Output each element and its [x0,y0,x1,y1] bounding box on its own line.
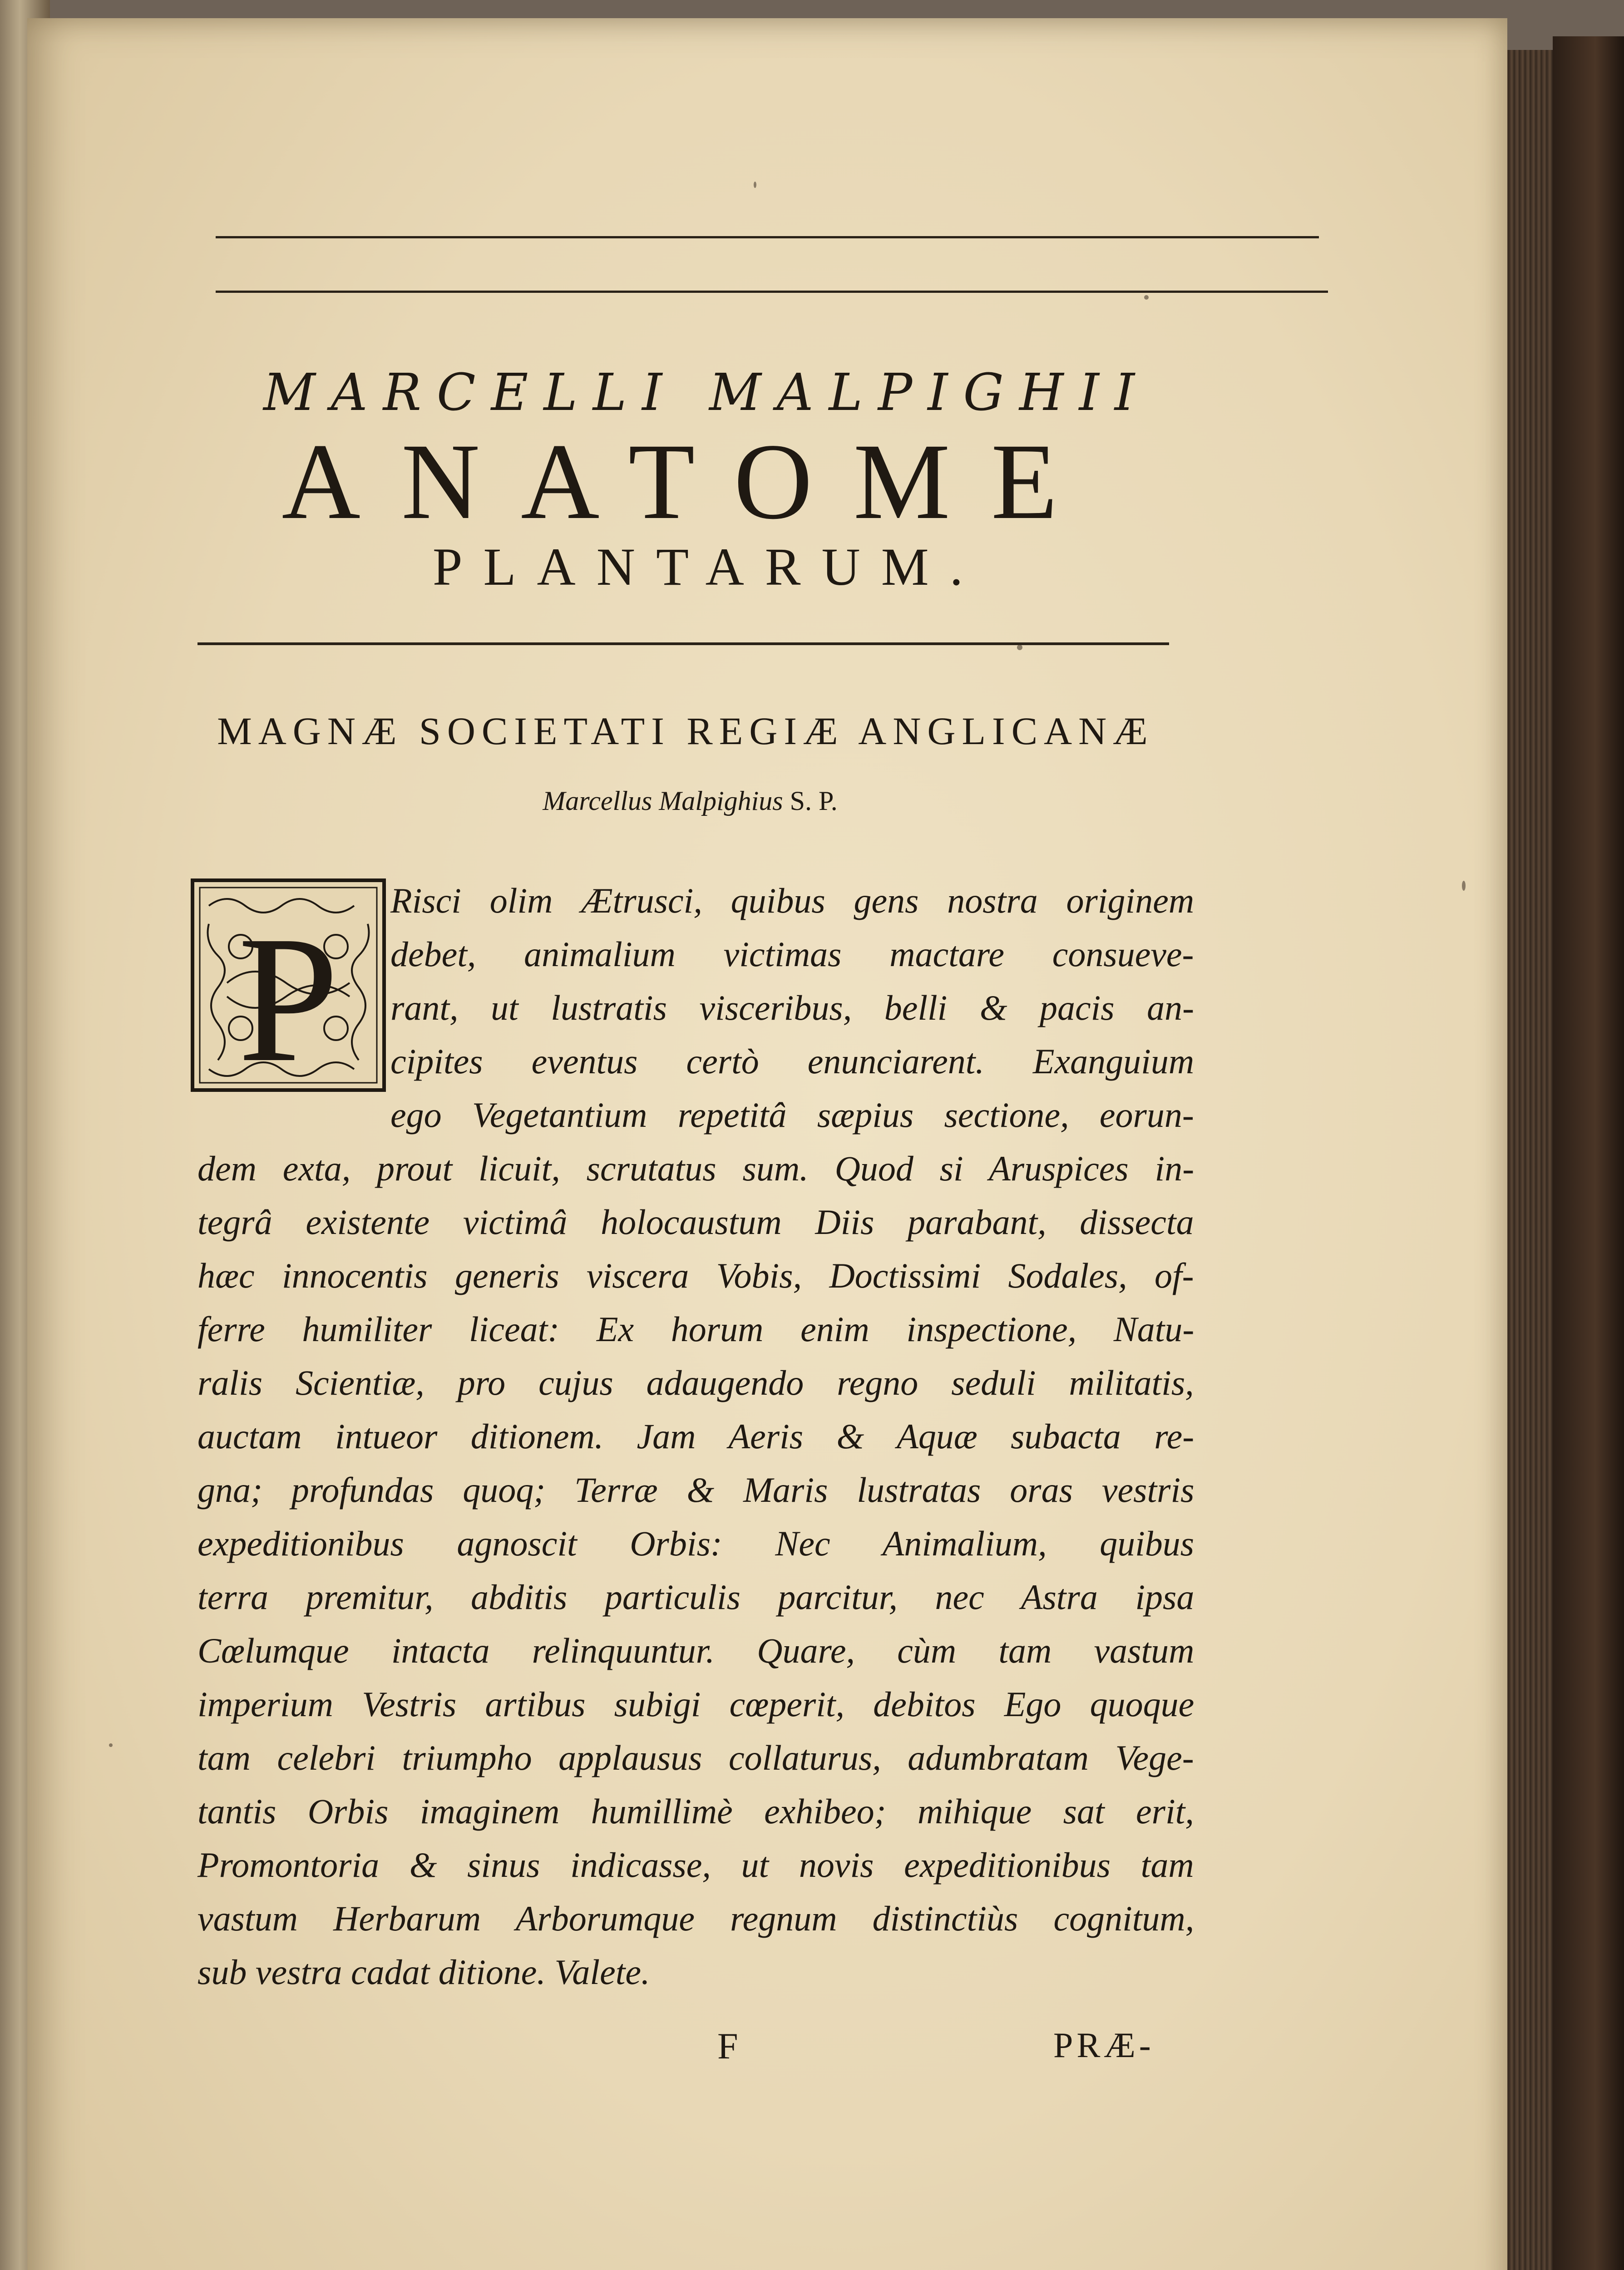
body-line: ego Vegetantium repetitâ sæpius sectione, eorun- [390,1095,1194,1135]
paper-speck [1462,881,1466,891]
initial-letter: P [237,898,339,1092]
paper-speck [754,182,756,188]
body-line: Promontoria & sinus indicasse, ut novis expeditionibus tam [197,1845,1194,1885]
printed-page [27,18,1507,2270]
title-rule [197,642,1169,645]
body-line: Risci olim Ætrusci, quibus gens nostra originem [390,881,1195,920]
book-title: ANATOME [281,421,1099,542]
body-line: terra premitur, abditis particulis parcitur, nec Astra ipsa [197,1577,1195,1617]
body-line: rant, ut lustratis visceribus, belli & pacis an- [390,988,1195,1027]
body-line: tam celebri triumpho applausus collaturus, adumbratam Vege- [197,1738,1194,1777]
book-subtitle: PLANTARUM. [432,537,984,597]
decorated-initial [191,878,386,1092]
body-line: hæc innocentis generis viscera Vobis, Doctissimi Sodales, of- [197,1256,1194,1295]
paper-speck [1144,295,1149,300]
body-line: Cœlumque intacta relinquuntur. Quare, cùm tam vastum [197,1631,1195,1670]
body-line: ralis Scientiæ, pro cujus adaugendo regno seduli militatis, [197,1363,1194,1402]
body-line: vastum Herbarum Arborumque regnum distinctiùs cognitum, [197,1899,1195,1938]
body-line: imperium Vestris artibus subigi cœperit, debitos Ego quoque [197,1684,1195,1724]
body-line: sub vestra cadat ditione. Valete. [197,1952,650,1992]
author-heading: MARCELLI MALPIGHII [263,363,1150,422]
signature-mark: F [717,2025,738,2067]
ornament-initial-icon [191,878,386,1092]
body-line: gna; profundas quoq; Terræ & Maris lustratas oras vestris [197,1470,1195,1510]
sender-name: Marcellus Malpighius [543,786,783,816]
dedication-salutation [209,785,1171,817]
body-line: cipites eventus certò enunciarent. Exanguium [390,1041,1195,1081]
body-line: tegrâ existente victimâ holocaustum Diis parabant, dissecta [197,1202,1194,1242]
top-rule-1 [216,236,1319,238]
paper-speck [109,1743,113,1747]
body-line: ferre humiliter liceat: Ex horum enim inspectione, Natu- [197,1309,1195,1349]
body-line: tantis Orbis imaginem humillimè exhibeo; mihique sat erit, [197,1791,1194,1831]
top-rule-2 [216,291,1328,293]
book-cover [1553,36,1624,2270]
body-line: debet, animalium victimas mactare consueve- [390,934,1194,974]
catchword: PRÆ- [1053,2025,1155,2065]
paper-speck [1017,645,1022,650]
dedication-recipient: MAGNÆ SOCIETATI REGIÆ ANGLICANÆ [217,709,1154,753]
body-line: expeditionibus agnoscit Orbis: Nec Animalium, quibus [197,1524,1195,1563]
body-line: auctam intueor ditionem. Jam Aeris & Aquæ subacta re- [197,1416,1195,1456]
body-line: dem exta, prout licuit, scrutatus sum. Quod si Aruspices in- [197,1149,1195,1188]
sender-formula: S. P. [790,786,838,816]
